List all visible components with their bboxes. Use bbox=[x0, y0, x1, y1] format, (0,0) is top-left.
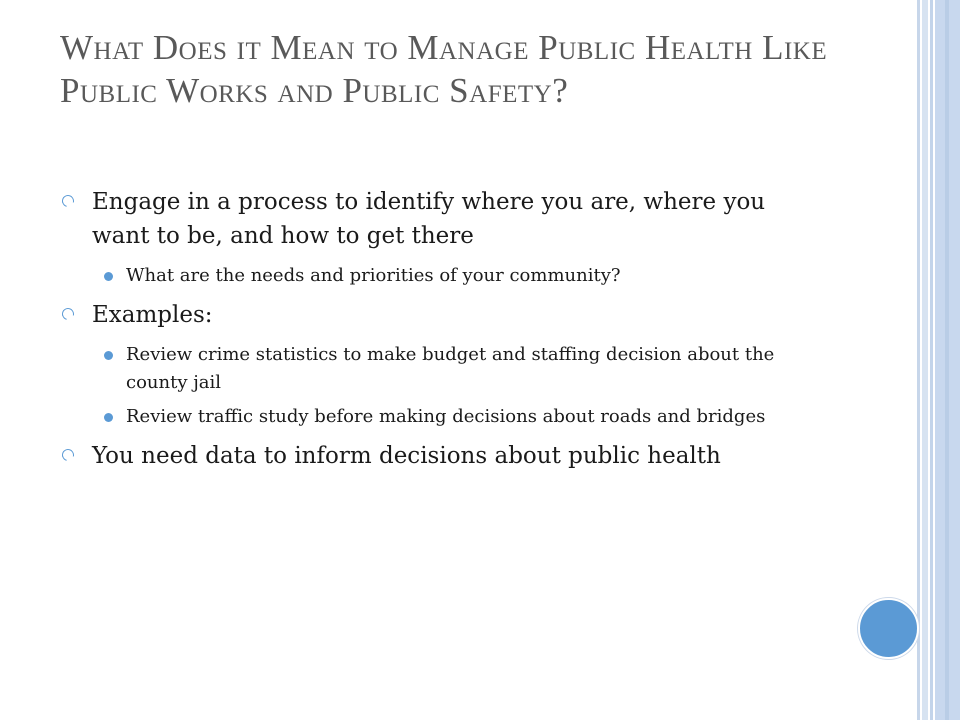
sub-bullet-text: Review crime statistics to make budget and staffing decision about the county jail bbox=[126, 344, 775, 393]
bullet-icon bbox=[60, 447, 76, 463]
bullet-item bbox=[60, 185, 820, 253]
dot-icon bbox=[104, 413, 113, 422]
slide-title: What Does it Mean to Manage Public Health Like Public Works and Public Safety? bbox=[60, 28, 828, 110]
decor-stripe bbox=[917, 0, 920, 720]
decor-stripe bbox=[922, 0, 928, 720]
dot-icon bbox=[104, 272, 113, 281]
decor-stripe bbox=[945, 0, 949, 720]
sub-bullet-item bbox=[60, 403, 820, 431]
sub-bullet-item bbox=[60, 341, 820, 397]
decor-circle bbox=[858, 598, 919, 659]
sub-bullet-item bbox=[60, 262, 820, 290]
bullet-icon bbox=[60, 193, 76, 209]
slide-body bbox=[60, 185, 820, 482]
bullet-item bbox=[60, 298, 820, 332]
bullet-text: Engage in a process to identify where you are, where you want to be, and how to get there bbox=[92, 189, 766, 249]
bullet-text: You need data to inform decisions about public health bbox=[92, 443, 721, 469]
bullet-item bbox=[60, 439, 820, 473]
sub-bullet-text: Review traffic study before making decisions about roads and bridges bbox=[126, 406, 766, 427]
dot-icon bbox=[104, 351, 113, 360]
bullet-icon bbox=[60, 306, 76, 322]
decor-stripe bbox=[930, 0, 933, 720]
sub-bullet-text: What are the needs and priorities of your community? bbox=[126, 265, 621, 286]
bullet-text: Examples: bbox=[92, 302, 213, 328]
